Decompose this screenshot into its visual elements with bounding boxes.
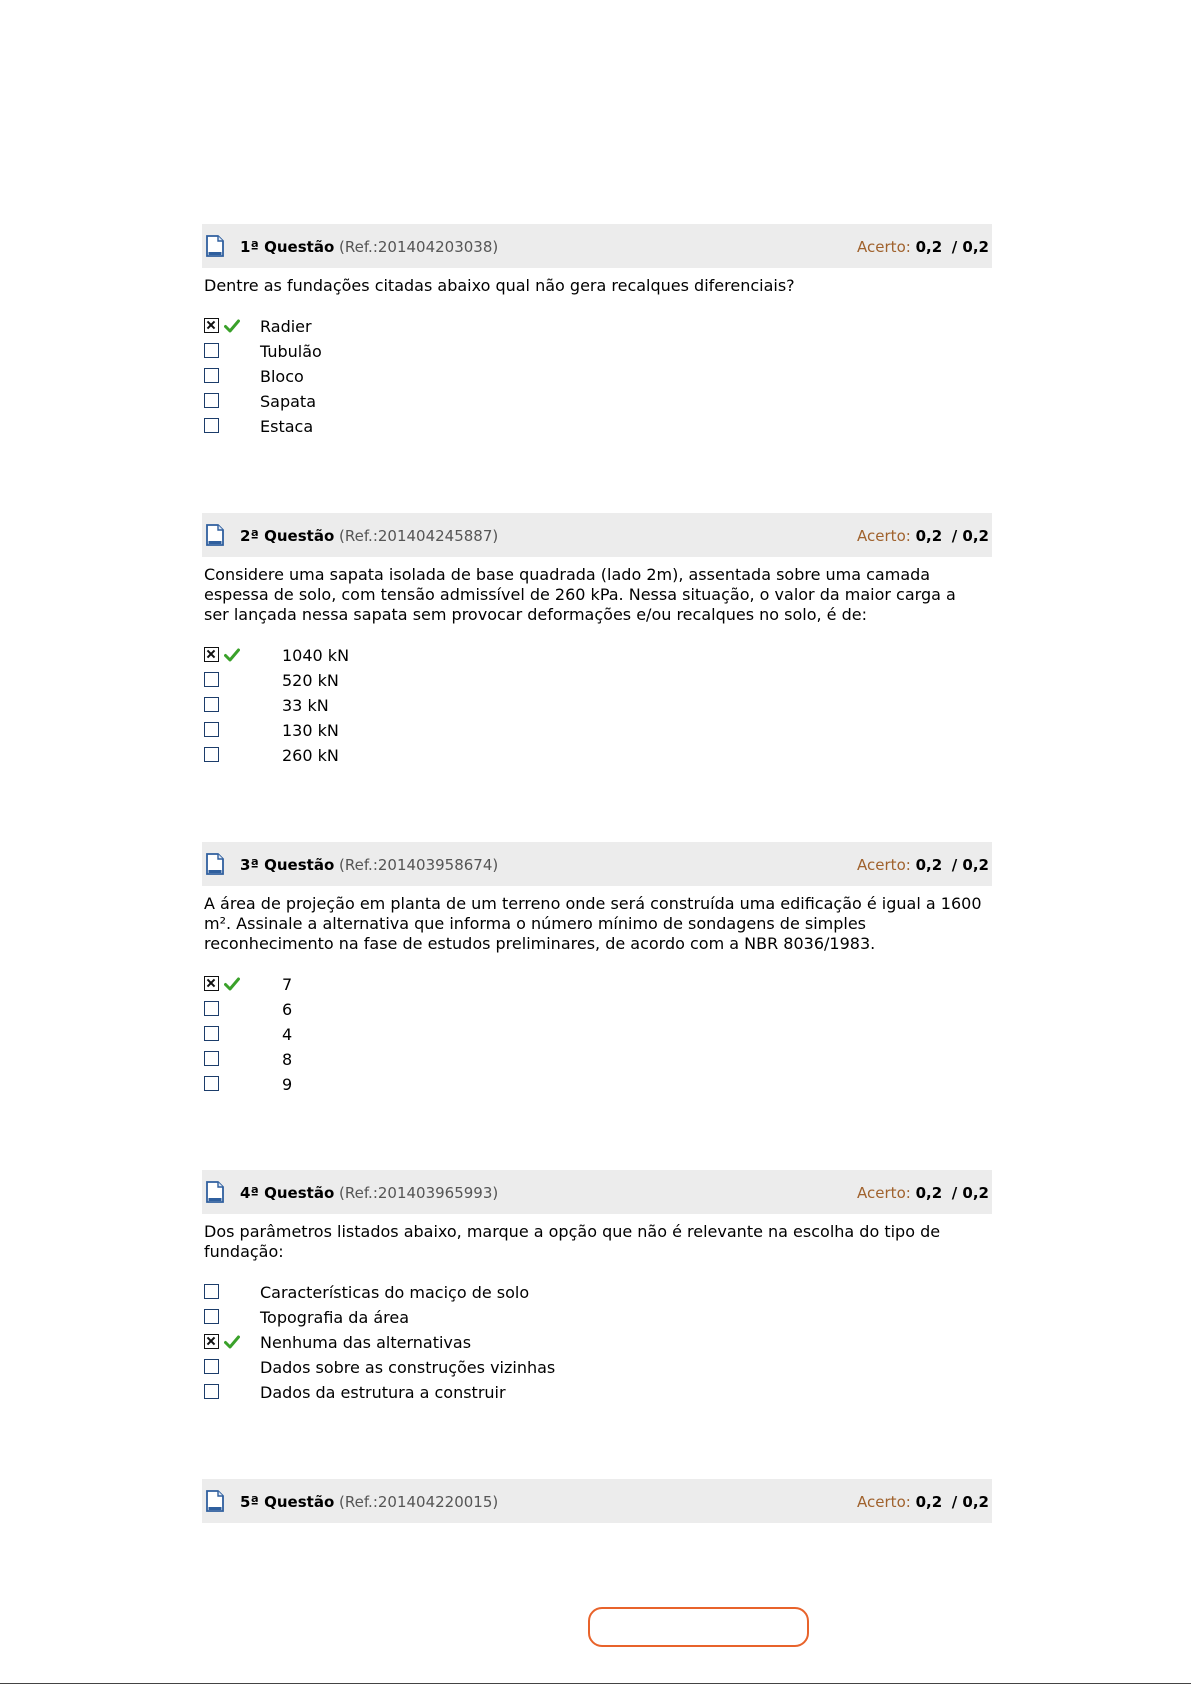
question-number: 1ª Questão [240,238,335,256]
page-bottom-divider [0,1683,1191,1684]
question-header [202,224,992,268]
score-label: Acerto: [857,527,911,545]
question-3 [202,842,992,1099]
question-score [857,527,989,545]
question-number: 5ª Questão [240,1493,335,1511]
answer-option[interactable] [202,366,992,391]
question-ref: (Ref.:201404220015) [339,1493,499,1511]
score-max: / 0,2 [951,1493,989,1511]
checkbox[interactable] [204,672,219,687]
checkbox[interactable] [204,747,219,762]
answer-option[interactable] [202,1074,992,1099]
answer-options [202,645,992,770]
answer-option[interactable] [202,391,992,416]
question-score [857,1493,989,1511]
document-icon [206,235,224,257]
question-header [202,842,992,886]
option-label: 260 kN [282,746,339,765]
checkbox[interactable] [204,393,219,408]
question-text: A área de projeção em planta de um terreno onde será construída uma edificação é igual a 1600 m². Assinale a alternativa que informa o número mínimo de sondagens de simples reconhecimento na fase de estudos preliminares, de acordo com a NBR 8036/1983. [204,894,982,953]
option-label: Bloco [260,367,304,386]
question-header [202,1479,992,1523]
checkbox[interactable] [204,1001,219,1016]
checkbox[interactable] [204,1309,219,1324]
question-score [857,238,989,256]
question-header [202,513,992,557]
question-ref: (Ref.:201404203038) [339,238,499,256]
question-title [240,1184,498,1202]
document-icon [206,1490,224,1512]
question-5 [202,1479,992,1523]
question-ref: (Ref.:201403965993) [339,1184,499,1202]
checkbox[interactable] [204,1334,219,1349]
checkbox[interactable] [204,368,219,383]
answer-option[interactable] [202,745,992,770]
score-value: 0,2 [915,527,943,545]
score-value: 0,2 [915,1493,943,1511]
question-text: Considere uma sapata isolada de base quadrada (lado 2m), assentada sobre uma camada espessa de solo, com tensão admissível de 260 kPa. Nessa situação, o valor da maior carga a ser lançada nessa sapata sem provocar deformações e/ou recalques no solo, é de: [204,565,956,624]
answer-option[interactable] [202,695,992,720]
answer-option[interactable] [202,974,992,999]
question-text: Dos parâmetros listados abaixo, marque a opção que não é relevante na escolha do tipo de fundação: [204,1222,941,1261]
correct-check-icon [224,976,240,990]
option-label: 130 kN [282,721,339,740]
correct-check-icon [224,1334,240,1348]
answer-option[interactable] [202,416,992,441]
checkbox[interactable] [204,318,219,333]
question-4 [202,1170,992,1407]
option-label: Dados da estrutura a construir [260,1383,506,1402]
answer-options [202,1282,992,1407]
score-max: / 0,2 [951,527,989,545]
question-title [240,1493,498,1511]
question-2 [202,513,992,770]
answer-option[interactable] [202,645,992,670]
answer-option[interactable] [202,999,992,1024]
question-number: 2ª Questão [240,527,335,545]
option-label: Nenhuma das alternativas [260,1333,472,1352]
question-1 [202,224,992,441]
answer-option[interactable] [202,316,992,341]
option-label: 33 kN [282,696,329,715]
option-label: 6 [282,1000,293,1019]
checkbox[interactable] [204,722,219,737]
option-label: Características do maciço de solo [260,1283,530,1302]
score-label: Acerto: [857,1184,911,1202]
checkbox[interactable] [204,647,219,662]
checkbox[interactable] [204,1051,219,1066]
option-label: 8 [282,1050,293,1069]
checkbox[interactable] [204,1359,219,1374]
checkbox[interactable] [204,418,219,433]
question-score [857,1184,989,1202]
option-label: Radier [260,317,312,336]
answer-option[interactable] [202,1049,992,1074]
option-label: 520 kN [282,671,339,690]
answer-option[interactable] [202,1024,992,1049]
answer-option[interactable] [202,1307,992,1332]
question-score [857,856,989,874]
answer-option[interactable] [202,720,992,745]
option-label: Sapata [260,392,316,411]
question-ref: (Ref.:201404245887) [339,527,499,545]
score-value: 0,2 [915,238,943,256]
question-number: 3ª Questão [240,856,335,874]
answer-option[interactable] [202,1382,992,1407]
question-header [202,1170,992,1214]
score-value: 0,2 [915,856,943,874]
checkbox[interactable] [204,1384,219,1399]
score-max: / 0,2 [951,1184,989,1202]
document-icon [206,524,224,546]
answer-option[interactable] [202,670,992,695]
checkbox[interactable] [204,1284,219,1299]
checkbox[interactable] [204,976,219,991]
option-label: 4 [282,1025,293,1044]
checkbox[interactable] [204,1076,219,1091]
option-label: 7 [282,975,293,994]
question-text: Dentre as fundações citadas abaixo qual não gera recalques diferenciais? [204,276,795,295]
score-label: Acerto: [857,856,911,874]
answer-option[interactable] [202,341,992,366]
answer-options [202,974,992,1099]
answer-option[interactable] [202,1282,992,1307]
correct-check-icon [224,318,240,332]
orange-outline-button[interactable] [588,1607,809,1647]
score-label: Acerto: [857,238,911,256]
correct-check-icon [224,647,240,661]
option-label: 1040 kN [282,646,350,665]
option-label: Tubulão [260,342,322,361]
document-icon [206,1181,224,1203]
answer-option[interactable] [202,1357,992,1382]
checkbox[interactable] [204,697,219,712]
question-number: 4ª Questão [240,1184,335,1202]
score-label: Acerto: [857,1493,911,1511]
option-label: Topografia da área [260,1308,410,1327]
checkbox[interactable] [204,343,219,358]
score-max: / 0,2 [951,856,989,874]
option-label: 9 [282,1075,293,1094]
score-max: / 0,2 [951,238,989,256]
option-label: Estaca [260,417,314,436]
option-label: Dados sobre as construções vizinhas [260,1358,556,1377]
score-value: 0,2 [915,1184,943,1202]
question-title [240,856,498,874]
question-title [240,238,498,256]
document-icon [206,853,224,875]
answer-option[interactable] [202,1332,992,1357]
answer-options [202,316,992,441]
checkbox[interactable] [204,1026,219,1041]
question-title [240,527,498,545]
question-ref: (Ref.:201403958674) [339,856,499,874]
